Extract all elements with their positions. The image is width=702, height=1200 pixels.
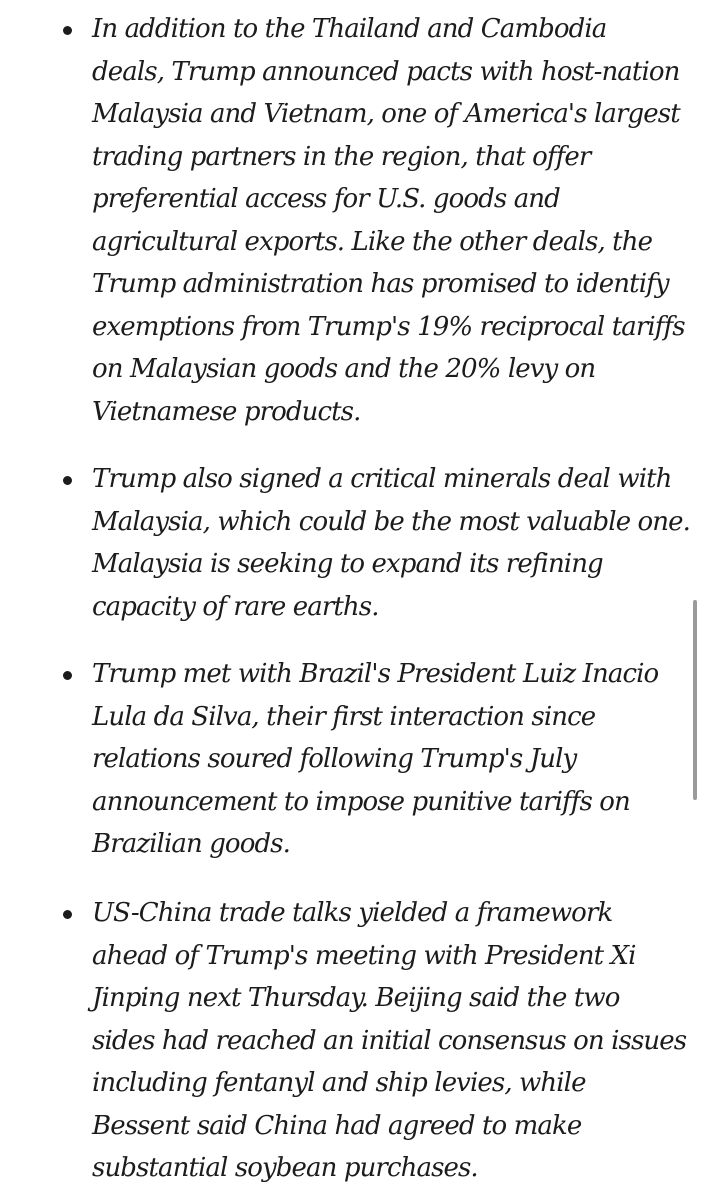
text-line: announcement to impose punitive tariffs on bbox=[92, 786, 630, 817]
bullet-point-icon bbox=[63, 671, 72, 680]
scrollbar-thumb[interactable] bbox=[693, 600, 697, 800]
text-line: Lula da Silva, their first interaction since bbox=[92, 701, 596, 732]
bullet-text bbox=[92, 653, 697, 866]
text-line: Malaysia and Vietnam, one of America's largest bbox=[92, 99, 680, 129]
text-line: ahead of Trump's meeting with President Xi bbox=[92, 940, 636, 971]
text-line: Trump administration has promised to identify bbox=[92, 269, 669, 299]
text-line: Jinping next Thursday. Beijing said the two bbox=[92, 983, 620, 1013]
bullet-text bbox=[92, 8, 697, 433]
text-line: Bessent said China had agreed to make bbox=[92, 1110, 582, 1141]
text-line: Malaysia, which could be the most valuable one. bbox=[92, 506, 691, 537]
text-line: Brazilian goods. bbox=[92, 829, 290, 859]
text-line: Trump also signed a critical minerals deal with bbox=[92, 464, 672, 494]
text-line: deals, Trump announced pacts with host-nation bbox=[92, 56, 680, 87]
text-line: relations soured following Trump's July bbox=[92, 744, 577, 774]
bullet-point-icon bbox=[63, 910, 72, 919]
bullet-point-icon bbox=[63, 476, 72, 485]
text-line: substantial soybean purchases. bbox=[92, 1153, 478, 1183]
text-line: agricultural exports. Like the other deals, the bbox=[92, 226, 653, 257]
text-line: preferential access for U.S. goods and bbox=[92, 184, 560, 214]
text-line: exemptions from Trump's 19% reciprocal tariffs bbox=[92, 311, 685, 342]
text-line: Vietnamese products. bbox=[92, 396, 361, 427]
bullet-point-icon bbox=[63, 26, 72, 35]
text-line: capacity of rare earths. bbox=[92, 591, 379, 622]
text-line: In addition to the Thailand and Cambodia bbox=[92, 14, 607, 44]
text-line: on Malaysian goods and the 20% levy on bbox=[92, 354, 596, 384]
text-line: Trump met with Brazil's President Luiz Inacio bbox=[92, 659, 659, 689]
text-line: trading partners in the region, that offer bbox=[92, 141, 591, 172]
bullet-text bbox=[92, 458, 697, 628]
text-line: US-China trade talks yielded a framework bbox=[92, 898, 613, 928]
text-line: including fentanyl and ship levies, while bbox=[92, 1068, 586, 1098]
text-line: Malaysia is seeking to expand its refining bbox=[92, 549, 603, 579]
text-line: sides had reached an initial consensus on issues bbox=[92, 1025, 687, 1056]
bullet-text bbox=[92, 892, 697, 1190]
